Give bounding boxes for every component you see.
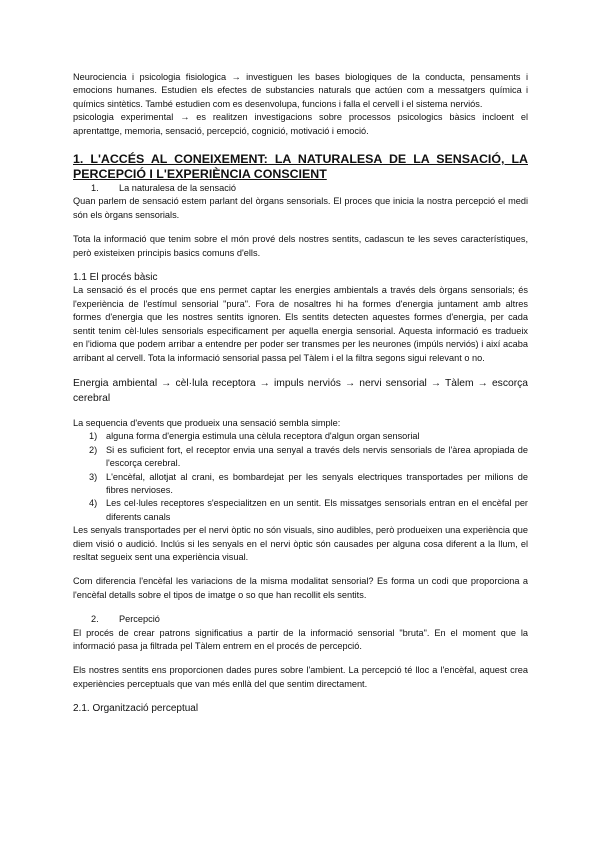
- subheading-number: 2.: [91, 614, 99, 625]
- subheading-label: Percepció: [119, 614, 160, 625]
- document-content: [73, 71, 528, 716]
- list-item-text: Si es suficient fort, el receptor envia una senyal a través dels nervis sensorials de l'àrea apropiada de l'escorça cerebral.: [106, 444, 528, 469]
- sequence-list: [73, 430, 528, 524]
- list-item-text: Les cel·lules receptores s'especialitzen en un sentit. Els missatges sensorials entran en el encèfal per diferents canals: [106, 498, 528, 522]
- list-item: [73, 471, 528, 498]
- paragraph-perception-definition: El procés de crear patrons significatius a partir de la informació sensorial "bruta". En el moment que la informació pasa ja filtrada pel Tàlem entrem en el procés de percepció.: [73, 627, 528, 651]
- paragraph-sensation-organs: Quan parlem de sensació estem parlant del òrgans sensorials. El proces que inicia la nostra percepció el medi són els òrgans sensorials.: [73, 196, 528, 220]
- list-item: [73, 444, 528, 471]
- section-heading: 1. L'ACCÉS AL CONEIXEMENT: LA NATURALESA DE LA SENSACIÓ, LA PERCEPCIÓ I L'EXPERIÈNCIA CONSCIENT: [73, 152, 528, 182]
- list-item: [73, 497, 528, 524]
- list-item-text: L'encèfal, allotjat al crani, es bombardejat per les senyals electriques transportades per milions de fibres nervioses.: [106, 471, 528, 495]
- list-item: [73, 430, 528, 443]
- paragraph-optic-nerve: Les senyals transportades per el nervi òptic no són visuals, sino audibles, però produeixen una experiència que diem visió o audició. Inclús si les senyals en el nervi òptic són causades per alguna cosa diferent a la llum, el resltat segueix sent una experiència visual.: [73, 525, 528, 562]
- subheading-sensation: [73, 182, 528, 195]
- paragraph-sequence-intro: La sequencia d'events que produeix una sensació sembla simple:: [73, 417, 341, 428]
- subheading-basic-process: 1.1 El procés bàsic: [73, 272, 158, 284]
- intro-paragraph-experimental: psicologia experimental → es realitzen investigacions sobre processos psicologics bàsics incloent el aprentattge, memoria, sensació, percepció, cognició, motivació i emoció.: [73, 112, 528, 136]
- list-item-text: alguna forma d'energia estimula una cèlula receptora d'algun organ sensorial: [106, 431, 420, 442]
- sensory-flow: Energia ambiental → cèl·lula receptora → impuls nerviós → nervi sensorial → Tàlem → escorça cerebral: [73, 377, 528, 404]
- paragraph-basic-process: La sensació és el procés que ens permet captar les energies ambientals a través dels òrgans sensorials; és l'experiència de l'estímul sensorial "pura". Fora de nosaltres hi ha formes d'energia juntament amb altres formes d'energia que les nostres sentits ignoren. Els sentits detecten aquestes formes d'energia, per cada sentit tenim cèl·lules sensorials especificament per aquella energia sensorial. Aquesta informació es tradueix en l'idioma que podem arribar a entendre per poder ser transmes per les neurones (impúls nerviós) i així acaba arribant al cervell. Tota la informació sensorial passa pel Tàlem i el la filtra segons sigui relevant o no.: [73, 285, 528, 363]
- subheading-number: 1.: [91, 183, 99, 194]
- subheading-label: La naturalesa de la sensació: [119, 183, 236, 194]
- list-item-number: 3): [89, 471, 98, 482]
- paragraph-senses-pure-data: Els nostres sentits ens proporcionen dades pures sobre l'ambient. La percepció té lloc a l'encèfal, aquest crea experiències perceptuals que van més enllà del que sentim directament.: [73, 665, 528, 689]
- list-item-number: 4): [89, 498, 98, 509]
- intro-paragraph-neuroscience: Neurociencia i psicologia fisiologica → investiguen les bases biologiques de la conducta, pensaments i emocions humanes. Estudien els efectes de substancies naturals que actúen com a messatgers química i químics sintètics. També estudien com es desenvolupa, funcions i falla el cervell i el sistema nerviós.: [73, 72, 528, 109]
- subheading-perception: [73, 613, 528, 626]
- paragraph-senses-info: Tota la informació que tenim sobre el món prové dels nostres sentits, cadascun te les seves característiques, però existeixen principis basics comuns d'ells.: [73, 234, 528, 258]
- list-item-number: 2): [89, 444, 98, 455]
- paragraph-sensory-code: Com diferencia l'encèfal les variacions de la misma modalitat sensorial? Es forma un codi que proporciona a l'encèfal detalls sobre el tipos de imatge o so que han recollit els sentits.: [73, 576, 528, 600]
- subheading-perceptual-organization: 2.1. Organització perceptual: [73, 703, 199, 715]
- list-item-number: 1): [89, 431, 98, 442]
